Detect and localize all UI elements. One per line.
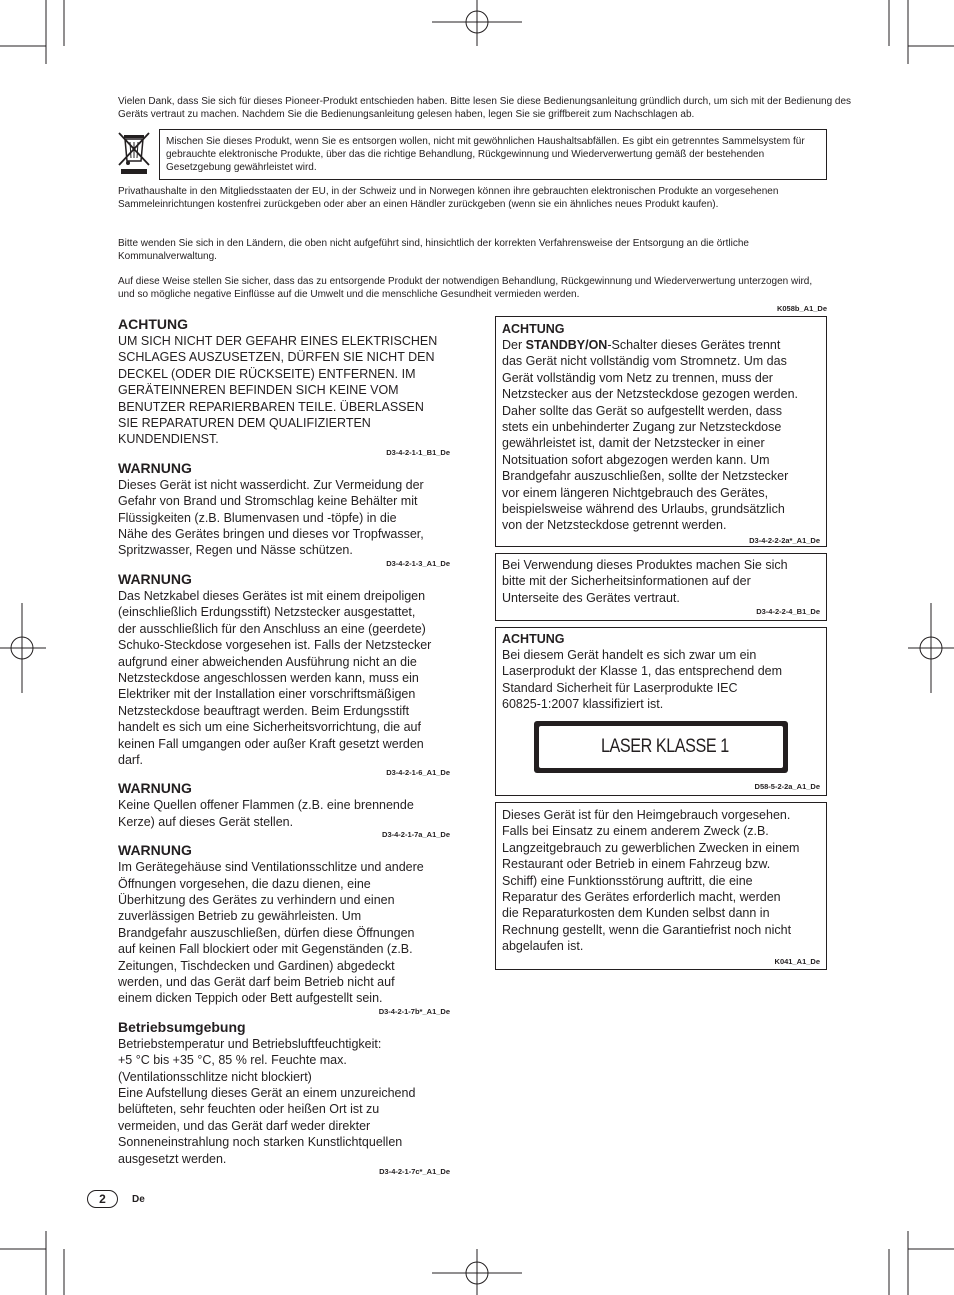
section-code: D3-4-2-1-1_B1_De bbox=[386, 447, 450, 457]
box-standby-caution bbox=[495, 316, 827, 547]
box-code: D58-5-2-2a_A1_De bbox=[754, 782, 820, 791]
section-text: Betriebstemperatur und Betriebsluftfeuchtigkeit: +5 °C bis +35 °C, 85 % rel. Feuchte max. (Ventilationsschlitze nicht blockiert) Eine Aufstellung dieses Gerät an einem unzureichend belüfteten, sehr feuchten oder heißen Ort ist zu vermeiden, und das Gerät darf weder direkter Sonneneinstrahlung noch starken Kunstlichtquellen ausgesetzt werden. bbox=[118, 1036, 416, 1166]
box-heading: ACHTUNG bbox=[502, 322, 565, 336]
section-code: D3-4-2-1-3_A1_De bbox=[386, 558, 450, 568]
section-heading: ACHTUNG bbox=[118, 316, 188, 332]
box-heading: ACHTUNG bbox=[502, 632, 565, 646]
disposal-box-text: Mischen Sie dieses Produkt, wenn Sie es entsorgen wollen, nicht mit gewöhnlichen Haushaltsabfällen. Es gibt ein getrenntes Sammelsystem für gebrauchte elektronische Produkte, über das die richtige Behandlung, Rückgewinnung und Wiederverwertung gemäß der bestehenden Gesetzgebung gewährleistet wird. bbox=[166, 136, 805, 173]
section-heading: WARNUNG bbox=[118, 570, 192, 587]
section-heading: Betriebsumgebung bbox=[118, 1018, 246, 1035]
disposal-code: K058b_A1_De bbox=[776, 304, 827, 313]
section-achtung bbox=[118, 316, 450, 458]
disposal-para-2: Bitte wenden Sie sich in den Ländern, die oben nicht aufgeführt sind, hinsichtlich der korrekten Verfahrensweise der Entsorgung an die örtliche Kommunalverwaltung. bbox=[118, 238, 749, 262]
disposal-box bbox=[159, 129, 827, 180]
page-number: 2 bbox=[99, 1192, 106, 1206]
laser-class-text: LASER KLASSE 1 bbox=[601, 736, 729, 757]
box-code: K041_A1_De bbox=[774, 956, 820, 966]
section-text: Im Gerätegehäuse sind Ventilationsschlitze und andere Öffnungen vorgesehen, die dazu dienen, eine Überhitzung des Gerätes zu verhindern und einen zuverlässigen Betrieb zu gewährleisten. Um Brandgefahr auszuschließen, dürfen diese Öffnungen auf keinen Fall blockiert oder mit Gegenständen (z.B. Zeitungen, Tischdecken und Gardinen) abgedeckt werden, und das Gerät darf beim Betrieb nicht auf einem dicken Teppich oder Bett aufgestellt sein. bbox=[118, 860, 424, 1006]
section-warnung-flame bbox=[118, 780, 450, 840]
box-code: D3-4-2-2-2a*_A1_De bbox=[749, 535, 820, 545]
section-heading: WARNUNG bbox=[118, 459, 192, 476]
section-heading: WARNUNG bbox=[118, 842, 192, 859]
crossed-out-wheelie-bin-icon bbox=[116, 131, 152, 175]
disposal-para-3: Auf diese Weise stellen Sie sicher, dass das zu entsorgende Produkt der notwendigen Behandlung, Rückgewinnung und Wiederverwertung unterzogen wird, und so mögliche negative Einflüsse auf die Umwelt und die menschliche Gesundheit vermieden werden. bbox=[118, 276, 813, 300]
box-text: Bei diesem Gerät handelt es sich zwar um ein Laserprodukt der Klasse 1, das entsprechend dem Standard Sicherheit für Laserprodukte IEC 60825-1:2007 klassifiziert ist. bbox=[502, 648, 783, 712]
laser-class-label bbox=[534, 721, 788, 773]
page-number-badge bbox=[87, 1190, 118, 1208]
section-warnung-water bbox=[118, 460, 450, 569]
section-code: D3-4-2-1-7a_A1_De bbox=[382, 830, 450, 840]
section-code: D3-4-2-1-7c*_A1_De bbox=[379, 1167, 450, 1177]
section-text: UM SICH NICHT DER GEFAHR EINES ELEKTRISCHEN SCHLAGES AUSZUSETZEN, DÜRFEN SIE NICHT DEN DECKEL (ODER DIE RÜCKSEITE) ENTFERNEN. IM GERÄTEINNEREN BEFINDEN SICH KEINE VOM BENUTZER REPARIERBAREN TEILE. ÜBERLASSEN SIE REPARATUREN DEM QUALIFIZIERTEN KUNDENDIENST. bbox=[118, 334, 438, 447]
disposal-para-1: Privathaushalte in den Mitgliedsstaaten der EU, in der Schweiz und in Norwegen können ihre gebrauchten elektronischen Produkte an vorgesehenen Sammeleinrichtungen kostenfrei zurückgeben oder aber an einen Händler zurückgeben (wenn sie ein ähnliches neues Produkt kaufen). bbox=[118, 186, 779, 210]
section-text: Keine Quellen offener Flammen (z.B. eine brennende Kerze) auf dieses Gerät stellen. bbox=[118, 798, 414, 829]
box-safety-info bbox=[495, 553, 827, 621]
standby-on-label: STANDBY/ON bbox=[525, 338, 608, 352]
section-heading: WARNUNG bbox=[118, 780, 192, 797]
box-code: D3-4-2-2-4_B1_De bbox=[756, 607, 820, 617]
section-text: Dieses Gerät ist nicht wasserdicht. Zur Vermeidung der Gefahr von Brand und Stromschlag keine Behälter mit Flüssigkeiten (z.B. Blumenvasen und -töpfe) in die Nähe des Gerätes bringen und dieses vor Tropfwasser, Spritzwasser, Regen und Nässe schützen. bbox=[118, 477, 424, 558]
box-home-use bbox=[495, 802, 827, 970]
section-warnung-ventilation bbox=[118, 842, 450, 1017]
language-code: De bbox=[132, 1194, 145, 1205]
section-text: Das Netzkabel dieses Gerätes ist mit einem dreipoligen (einschließlich Erdungsstift) Netzstecker ausgestattet, der ausschließlich für den Anschluss an eine (geerdete) Schuko-Steckdose vorgesehen ist. Falls der Netzstecker aufgrund einer abweichenden Ausführung nicht an die Netzsteckdose angeschlossen werden kann, muss ein Elektriker mit der Installation einer vorschriftsmäßigen Netzsteckdose beauftragt werden. Beim Erdungsstift handelt es sich um eine Sicherheitsvorrichtung, die auf keinen Fall umgangen oder außer Kraft gesetzt werden darf. bbox=[118, 588, 432, 767]
box-text: Bei Verwendung dieses Produktes machen Sie sich bitte mit der Sicherheitsinformationen auf der Unterseite des Gerätes vertraut. bbox=[502, 558, 788, 605]
box-text: Der STANDBY/ON-Schalter dieses Gerätes trennt das Gerät nicht vollständig vom Stromnetz. Um das Gerät vollständig vom Netz zu trennen, muss der Netzstecker aus der Netzsteckdose gezogen werden. Daher sollte das Gerät so aufgestellt werden, dass stets ein unbehinderter Zugang zur Netzsteckdose gewährleistet ist, damit der Netzstecker in einer Notsituation sofort abgezogen werden kann. Um Brandgefahr auszuschließen, sollte der Netzstecker vor einem längeren Nichtgebrauch des Gerätes, beispielsweise während des Urlaubs, grundsätzlich von der Netzsteckdose getrennt werden. bbox=[502, 338, 798, 533]
intro-text: Vielen Dank, dass Sie sich für dieses Pioneer-Produkt entschieden haben. Bitte lesen Sie diese Bedienungsanleitung gründlich durch, um sich mit der Bedienung des Geräts vertraut zu machen. Nachdem Sie die Bedienungsanleitung gelesen haben, legen Sie sie griffbereit zum Nachschlagen ab. bbox=[118, 96, 852, 120]
box-laser-caution bbox=[495, 627, 827, 796]
box-text: Dieses Gerät ist für den Heimgebrauch vorgesehen. Falls bei Einsatz zu einem anderem Zweck (z.B. Langzeitgebrauch zu gewerblichen Zwecken in einem Restaurant oder Betrieb in einem Fahrzeug bzw. Schiff) eine Funktionsstörung auftritt, die eine Reparatur des Gerätes erforderlich macht, werden die Reparaturkosten dem Kunden selbst dann in Rechnung gestellt, wenn die Garantiefrist noch nicht abgelaufen ist. bbox=[502, 808, 800, 954]
section-code: D3-4-2-1-6_A1_De bbox=[386, 768, 450, 778]
section-warnung-plug bbox=[118, 571, 450, 778]
left-column bbox=[118, 316, 450, 1177]
section-code: D3-4-2-1-7b*_A1_De bbox=[378, 1006, 450, 1016]
section-betriebsumgebung bbox=[118, 1019, 450, 1177]
